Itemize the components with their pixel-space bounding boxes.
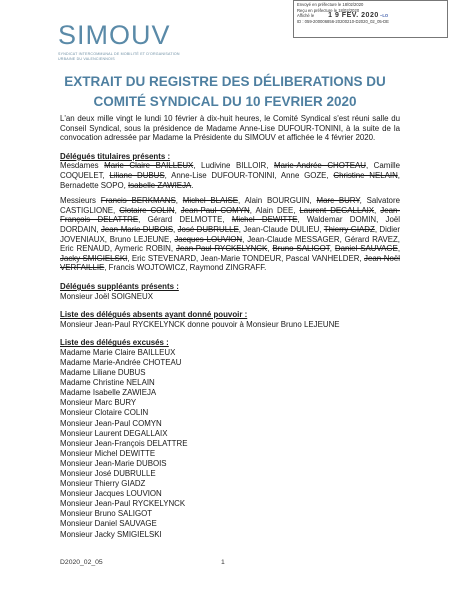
absents-heading: Liste des délégués absents ayant donné pouvoir : xyxy=(60,310,248,320)
document-reference: D2020_02_05 xyxy=(60,559,103,566)
excused-item: Monsieur José DUBRULLE xyxy=(60,469,156,478)
name-text: , Gérard DELMOTTE, xyxy=(138,215,232,225)
name-text: , Waldemar DOMIN, Joël DORDAIN, xyxy=(60,215,401,234)
stamp-posted-label: Affiché le xyxy=(297,13,315,19)
excused-item: Monsieur Laurent DEGALLAIX xyxy=(60,428,168,438)
suppleants-heading: Délégués suppléants présents : xyxy=(60,281,179,291)
page-number: 1 xyxy=(221,559,225,566)
name-text: , Camille COQUELET, xyxy=(60,161,400,180)
excused-item: Monsieur Daniel SAUVAGE xyxy=(60,519,157,529)
mesdames-list xyxy=(60,161,400,189)
logo-word-text: SIMOUV xyxy=(58,20,171,50)
messieurs-list xyxy=(60,196,400,272)
excused-item: Monsieur Thierry GIADZ xyxy=(60,479,146,489)
excused-item: Monsieur Jacques LOUVION xyxy=(60,489,162,499)
struck-name: Jean-Marie DUBOIS xyxy=(100,224,174,234)
name-text: , xyxy=(374,205,381,215)
struck-name: Daniel SAUVAGE xyxy=(334,244,398,254)
excused-item: Madame Christine NELAIN xyxy=(60,378,155,388)
name-text: , Alain BOURGUIN, xyxy=(238,196,317,206)
excuses-heading: Liste des délégués excusés : xyxy=(60,338,169,348)
struck-name: Jean-Paul RYCKELYNCK xyxy=(176,244,268,254)
name-text: . xyxy=(191,180,194,190)
excused-item: Monsieur Jacky SMIGIELSKI xyxy=(60,529,162,539)
struck-name: Francis BERKMANS xyxy=(100,196,176,206)
struck-name: Michel BLAISE xyxy=(182,196,239,206)
struck-name: Jacques LOUVION xyxy=(174,234,243,244)
struck-name: Jacky SMIGIELSKI xyxy=(60,253,128,263)
stamp-line-sent: Envoyé en préfecture le 18/02/2020 xyxy=(297,2,364,7)
name-text: , Bernadette SOPO, xyxy=(60,170,400,190)
name-text: , Anne-Lise DUFOUR-TONINI, Anne GOZE, xyxy=(164,170,334,180)
struck-name: Clotaire COLIN xyxy=(119,205,175,215)
excused-item: Monsieur Bruno SALIGOT xyxy=(60,509,153,519)
suppleants-text: Monsieur Joël SOIGNEUX xyxy=(60,291,153,301)
struck-name: José DUBRULLE xyxy=(177,224,239,234)
stamp-line-received: Reçu en préfecture le 18/02/2020 xyxy=(297,7,360,13)
intro-paragraph: L'an deux mille vingt le lundi 10 février à dix-huit heures, le Comité Syndical s'est réuni salle du Conseil Syndical, sous la présidence de Madame Anne-Lise DUFOUR-TONINI, à la suite de la convocation adressée par Madame la Présidente du SIMOUV et affichée le 4 février 2020. xyxy=(60,114,400,143)
name-text: , xyxy=(397,244,401,254)
name-text: , Jean-Claude DULIEU, xyxy=(238,224,324,234)
name-text: , xyxy=(174,205,181,215)
excused-item: Monsieur Jean-Paul RYCKELYNCK xyxy=(60,499,186,509)
logo-wordmark xyxy=(58,20,198,51)
struck-name: Jean-Noël VERFAILLIE xyxy=(60,253,400,273)
name-text: , Didier JOVENIAUX, Bruno LEJEUNE, xyxy=(60,224,400,244)
excused-item: Madame Marie-Andrée CHOTEAU xyxy=(60,357,182,367)
titulaires-heading: Délégués titulaires présents : xyxy=(60,151,171,161)
prefecture-stamp xyxy=(293,0,448,38)
page-title xyxy=(0,72,450,112)
name-text: , Jean-Claude MESSAGER, Gérard RAVEZ, Eric RENAUD, Aymeric ROBIN, xyxy=(60,234,400,254)
mesdames-label: Mesdames xyxy=(60,161,99,171)
stamp-mark-icon: ~LO xyxy=(379,13,389,19)
excused-item: Monsieur Jean-Paul COMYN xyxy=(60,418,162,428)
struck-name: Thierry GIADZ xyxy=(323,224,375,234)
struck-name: Liliane DUBUS xyxy=(109,170,165,180)
excused-item: Monsieur Jean-François DELATTRE xyxy=(60,438,188,448)
messieurs-paragraph xyxy=(60,196,400,273)
struck-name: Bruno SALIGOT xyxy=(272,244,330,254)
stamp-line-id: ID : 059-200006856-20200210-D2020_02_05-DE xyxy=(297,18,389,24)
excuses-list xyxy=(60,348,400,540)
struck-name: Michel DEWITTE xyxy=(231,215,298,225)
struck-name: Marie Claire BAILLEUX xyxy=(104,161,194,171)
name-text: , xyxy=(175,196,183,206)
excused-item: Monsieur Jean-Marie DUBOIS xyxy=(60,458,167,468)
excused-item: Madame Liliane DUBUS xyxy=(60,368,146,378)
struck-name: Marc BURY xyxy=(316,196,360,206)
name-text: , xyxy=(173,224,178,234)
absents-text: Monsieur Jean-Paul RYCKELYNCK donne pouvoir à Monsieur Bruno LEJEUNE xyxy=(60,319,340,329)
mesdames-paragraph xyxy=(60,161,400,190)
excused-item: Monsieur Michel DEWITTE xyxy=(60,448,156,458)
struck-name: Jean-François DELATTRE xyxy=(60,205,400,225)
name-text: , Francis WOJTOWICZ, Raymond ZINGRAFF. xyxy=(104,263,267,273)
excused-item: Madame Marie Claire BAILLEUX xyxy=(60,347,176,357)
struck-name: Jean-Paul COMYN xyxy=(180,205,250,215)
simouv-logo xyxy=(58,20,198,61)
struck-name: Christine NELAIN xyxy=(333,170,398,180)
name-text: , Eric STEVENARD, Jean-Marie TONDEUR, Pascal VANHELDER, xyxy=(127,253,365,263)
messieurs-label: Messieurs xyxy=(60,196,96,206)
struck-name: Isabelle ZAWIEJA xyxy=(127,180,192,190)
name-text: , Salvatore CASTIGLIONE, xyxy=(60,196,400,215)
document-body xyxy=(60,114,400,540)
excused-item: Monsieur Marc BURY xyxy=(60,398,137,408)
title-line-2: COMITÉ SYNDICAL DU 10 FEVRIER 2020 xyxy=(93,94,357,109)
logo-subtitle: SYNDICAT INTERCOMMUNAL DE MOBILITÉ ET D'ORGANISATION URBAINE DU VALENCIENNOIS xyxy=(58,52,180,61)
excused-item: Monsieur Clotaire COLIN xyxy=(60,408,149,418)
struck-name: Marie-Andrée CHOTEAU xyxy=(274,161,366,171)
name-text: , Ludivine BILLOIR, xyxy=(193,161,274,171)
name-text: , Alain DEE, xyxy=(249,205,300,215)
excused-item: Madame Isabelle ZAWIEJA xyxy=(60,388,157,398)
title-line-1: EXTRAIT DU REGISTRE DES DÉLIBERATIONS DU xyxy=(64,74,386,89)
struck-name: Laurent DEGALLAIX xyxy=(299,205,375,215)
stamp-posted-date: 1 9 FEV. 2020 xyxy=(328,12,379,20)
name-text: , xyxy=(329,244,335,254)
name-text: , xyxy=(267,244,273,254)
